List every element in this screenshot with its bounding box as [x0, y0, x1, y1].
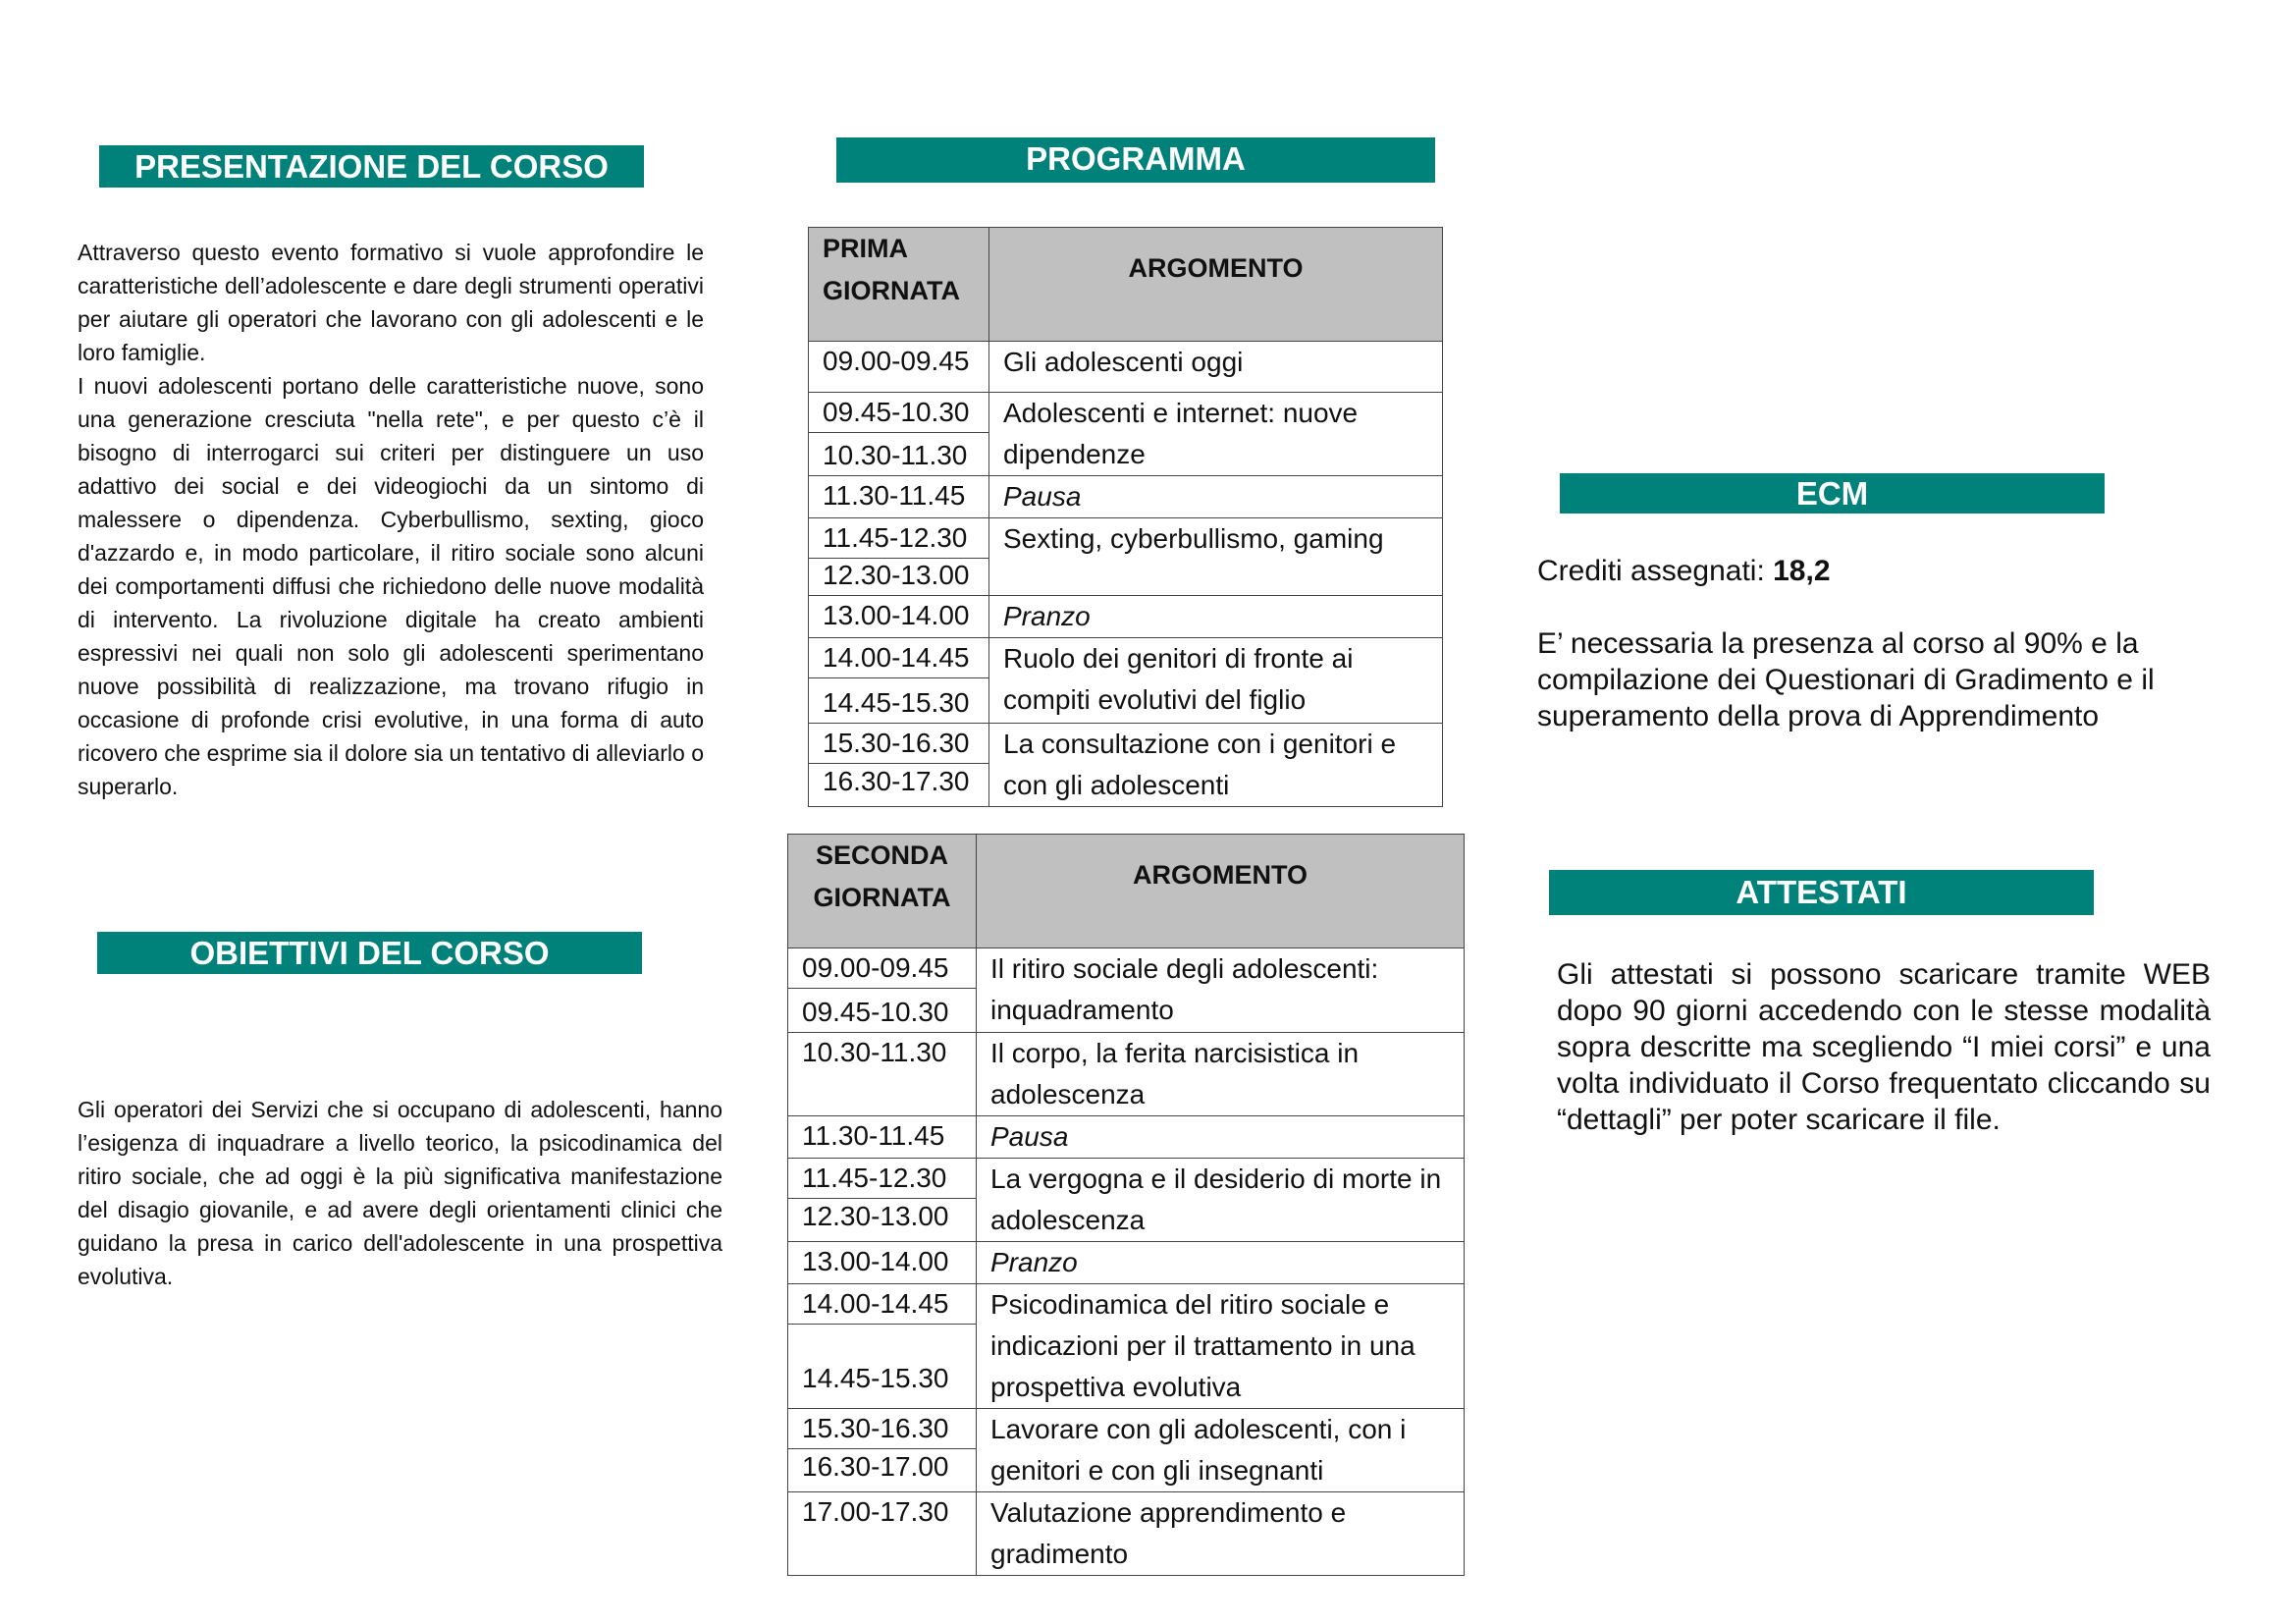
- topic-cell: Sexting, cyberbullismo, gaming: [989, 518, 1443, 596]
- time-cell: [788, 1033, 977, 1116]
- table-row: [788, 1242, 1465, 1284]
- table-header-row: [788, 835, 1465, 948]
- time-slot: 10.30-11.30: [823, 440, 968, 470]
- time-cell: [809, 638, 989, 724]
- topic-cell: Pranzo: [977, 1242, 1465, 1284]
- attestati-paragraph: Gli attestati si possono scaricare tramite WEB dopo 90 giorni accedendo con le stesse modalità sopra descritte ma scegliendo “I miei corsi” e una volta individuato il Corso frequentato cliccando su “dettagli” per poter scaricare il file.: [1557, 958, 2211, 1136]
- time-slot: 11.30-11.45: [823, 480, 966, 511]
- table-row: [809, 342, 1443, 393]
- time-cell: [788, 1159, 977, 1242]
- time-slot: 14.45-15.30: [823, 687, 970, 718]
- table-row: [809, 518, 1443, 596]
- ecm-credits-label: Crediti assegnati:: [1537, 555, 1774, 587]
- time-cell: [788, 948, 977, 1033]
- table-row: [788, 948, 1465, 1033]
- time-slot: 14.00-14.45: [809, 638, 988, 678]
- time-slot: 09.00-09.45: [823, 346, 970, 376]
- table-row: [788, 1284, 1465, 1409]
- ecm-credits: [1537, 553, 2165, 589]
- topic-cell: Psicodinamica del ritiro sociale e indicazioni per il trattamento in una prospettiva evolutiva: [977, 1284, 1465, 1409]
- ecm-text: [1537, 553, 2165, 734]
- time-slot: 16.30-17.30: [823, 766, 970, 796]
- time-cell: [809, 724, 989, 807]
- time-slot: 11.30-11.45: [802, 1120, 945, 1151]
- table-row: [809, 638, 1443, 724]
- presentazione-paragraph-1: Attraverso questo evento formativo si vuole approfondire le caratteristiche dell’adolescente e dare degli strumenti operativi per aiutare gli operatori che lavorano con gli adolescenti e le loro famiglie.: [78, 240, 704, 365]
- time-cell: [788, 1492, 977, 1576]
- time-cell: [788, 1116, 977, 1159]
- header-day: SECONDA GIORNATA: [788, 835, 977, 948]
- time-slot: 17.00-17.30: [802, 1496, 949, 1527]
- time-slot: 09.45-10.30: [802, 997, 949, 1027]
- topic-cell: Ruolo dei genitori di fronte ai compiti evolutivi del figlio: [989, 638, 1443, 724]
- time-cell: [809, 518, 989, 596]
- table-row: [809, 596, 1443, 638]
- time-slot: 15.30-16.30: [809, 724, 988, 764]
- programma-heading: PROGRAMMA: [836, 137, 1435, 183]
- topic-cell: La consultazione con i genitori e con gli adolescenti: [989, 724, 1443, 807]
- obiettivi-paragraph: Gli operatori dei Servizi che si occupano di adolescenti, hanno l’esigenza di inquadrare a livello teorico, la psicodinamica del ritiro sociale, che ad oggi è la più significativa manifestazione del disagio giovanile, e ad avere degli orientamenti clinici che guidano la presa in carico dell'adolescente in una prospettiva evolutiva.: [78, 1097, 722, 1289]
- time-slot: 11.45-12.30: [809, 518, 988, 559]
- table-row: [788, 1492, 1465, 1576]
- topic-cell: La vergogna e il desiderio di morte in adolescenza: [977, 1159, 1465, 1242]
- topic-cell: Lavorare con gli adolescenti, con i genitori e con gli insegnanti: [977, 1409, 1465, 1492]
- topic-cell: Adolescenti e internet: nuove dipendenze: [989, 393, 1443, 476]
- ecm-credits-value: 18,2: [1773, 555, 1831, 587]
- time-slot: 13.00-14.00: [823, 600, 970, 630]
- time-slot: 12.30-13.00: [823, 560, 970, 590]
- time-cell: [788, 1409, 977, 1492]
- time-slot: 09.45-10.30: [809, 393, 988, 433]
- programma-table-day2: [787, 834, 1465, 1576]
- topic-cell: Pranzo: [989, 596, 1443, 638]
- time-cell: [788, 1284, 977, 1409]
- time-cell: [788, 1242, 977, 1284]
- time-slot: 09.00-09.45: [788, 948, 976, 989]
- attestati-text: [1557, 956, 2211, 1138]
- time-slot: 10.30-11.30: [802, 1037, 947, 1067]
- attestati-heading: ATTESTATI: [1549, 870, 2094, 915]
- time-slot: 14.45-15.30: [802, 1363, 949, 1393]
- table-header-row: [809, 228, 1443, 342]
- header-topic: ARGOMENTO: [989, 228, 1443, 342]
- time-slot: 16.30-17.00: [802, 1451, 949, 1482]
- topic-cell: Il ritiro sociale degli adolescenti: inquadramento: [977, 948, 1465, 1033]
- topic-cell: Il corpo, la ferita narcisistica in adolescenza: [977, 1033, 1465, 1116]
- time-slot: 11.45-12.30: [788, 1159, 976, 1199]
- topic-cell: Pausa: [977, 1116, 1465, 1159]
- table-row: [788, 1033, 1465, 1116]
- topic-cell: Pausa: [989, 476, 1443, 518]
- obiettivi-heading: OBIETTIVI DEL CORSO: [97, 932, 642, 974]
- table-row: [788, 1159, 1465, 1242]
- time-slot: 13.00-14.00: [802, 1246, 949, 1276]
- header-topic: ARGOMENTO: [977, 835, 1465, 948]
- presentazione-paragraph-2: I nuovi adolescenti portano delle caratteristiche nuove, sono una generazione cresciuta "nella rete", e per questo c’è il bisogno di interrogarci sui criteri per distinguere un uso adattivo dei social e dei videogiochi da un sintomo di malessere o dipendenza. Cyberbullismo, sexting, gioco d'azzardo e, in modo particolare, il ritiro sociale sono alcuni dei comportamenti diffusi che richiedono delle nuove modalità di intervento. La rivoluzione digitale ha creato ambienti espressivi nei quali non solo gli adolescenti sperimentano nuove possibilità di realizzazione, ma trovano rifugio in occasione di profonde crisi evolutive, in una forma di auto ricovero che esprime sia il dolore sia un tentativo di alleviarlo o superarlo.: [78, 373, 704, 799]
- time-slot: 14.00-14.45: [788, 1284, 976, 1325]
- topic-cell: Gli adolescenti oggi: [989, 342, 1443, 393]
- table-row: [809, 724, 1443, 807]
- table-row: [788, 1116, 1465, 1159]
- presentazione-text: [78, 236, 704, 803]
- table-row: [788, 1409, 1465, 1492]
- time-slot: 15.30-16.30: [788, 1409, 976, 1449]
- presentazione-heading: PRESENTAZIONE DEL CORSO: [99, 145, 644, 188]
- topic-cell: Valutazione apprendimento e gradimento: [977, 1492, 1465, 1576]
- programma-table-day1: [808, 227, 1443, 807]
- table-row: [809, 393, 1443, 476]
- header-day: PRIMA GIORNATA: [809, 228, 989, 342]
- ecm-heading: ECM: [1560, 473, 2105, 514]
- time-slot: 12.30-13.00: [802, 1201, 949, 1231]
- table-row: [809, 476, 1443, 518]
- time-cell: [809, 476, 989, 518]
- time-cell: [809, 596, 989, 638]
- time-cell: [809, 342, 989, 393]
- time-cell: [809, 393, 989, 476]
- ecm-requirements: E’ necessaria la presenza al corso al 90% e la compilazione dei Questionari di Gradimento e il superamento della prova di Apprendimento: [1537, 627, 2155, 732]
- obiettivi-text: [78, 1093, 722, 1293]
